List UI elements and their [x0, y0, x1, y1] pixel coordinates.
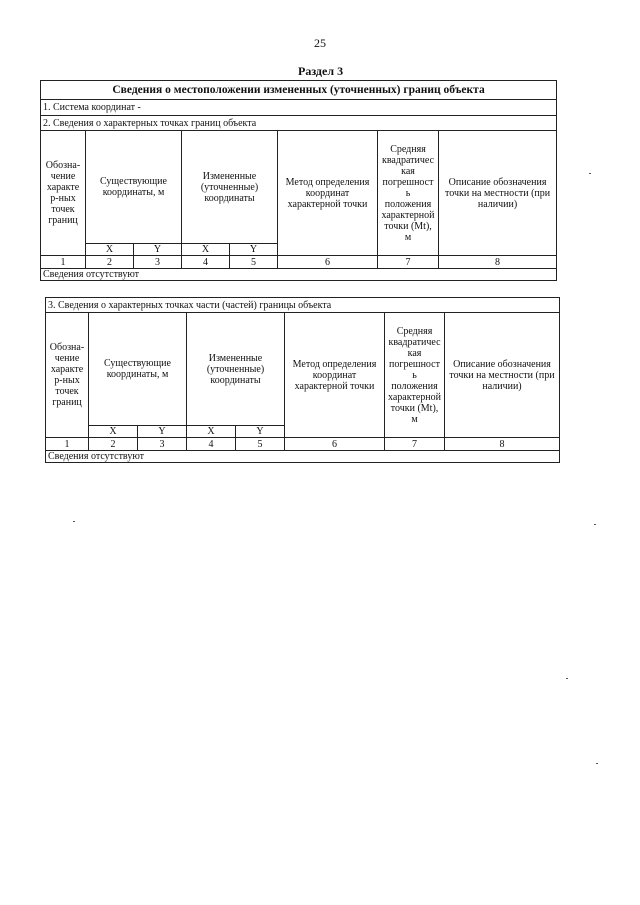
col-number-3: 3	[134, 256, 182, 269]
col-changed-text: Измененные (уточненные) координаты	[200, 170, 259, 204]
scan-speck	[596, 763, 598, 764]
axis-x-existing: X	[86, 244, 134, 256]
col-number-5: 5	[230, 256, 278, 269]
part2-title: 2. Сведения о характерных точках границ объекта	[41, 116, 557, 131]
axis-y-existing: Y	[138, 426, 187, 438]
no-data-row: Сведения отсутствуют	[46, 451, 560, 463]
col-number-1: 1	[41, 256, 86, 269]
col-existing-text: Существующие координаты, м	[100, 176, 167, 198]
coord-system-row: 1. Система координат -	[41, 100, 557, 116]
axis-y-existing: Y	[134, 244, 182, 256]
axis-x-existing: X	[89, 426, 138, 438]
col-changed	[187, 313, 285, 426]
col-accuracy-text: Средняя квадратичес кая погрешност ь положения характерной точки (Mt), м	[381, 143, 435, 243]
col-number-2: 2	[89, 438, 138, 451]
scan-speck	[589, 173, 591, 174]
section-heading: Сведения о местоположении измененных (уточненных) границ объекта	[41, 81, 557, 100]
col-changed	[182, 131, 278, 244]
col-number-7: 7	[378, 256, 439, 269]
part3-title: 3. Сведения о характерных точках части (частей) границы объекта	[46, 298, 560, 313]
col-description-text: Описание обозначения точки на местности (при наличии)	[449, 358, 555, 392]
col-accuracy-text: Средняя квадратичес кая погрешност ь положения характерной точки (Mt), м	[388, 325, 441, 425]
page-number: 25	[314, 36, 326, 50]
col-number-2: 2	[86, 256, 134, 269]
col-number-1: 1	[46, 438, 89, 451]
col-existing-text: Существующие координаты, м	[104, 358, 171, 380]
col-number-6: 6	[285, 438, 385, 451]
col-designation-text: Обозна- чение характе р-ных точек границ	[45, 160, 81, 226]
axis-y-changed: Y	[236, 426, 285, 438]
axis-x-changed: X	[182, 244, 230, 256]
col-method-text: Метод определения координат характерной точки	[285, 176, 370, 210]
col-designation	[46, 313, 89, 438]
axis-x-changed: X	[187, 426, 236, 438]
col-accuracy	[378, 131, 439, 256]
col-existing	[86, 131, 182, 244]
col-designation	[41, 131, 86, 256]
col-description	[445, 313, 560, 438]
col-description-text: Описание обозначения точки на местности (при наличии)	[444, 176, 551, 210]
no-data-row: Сведения отсутствуют	[41, 269, 557, 281]
col-number-4: 4	[182, 256, 230, 269]
col-number-7: 7	[385, 438, 445, 451]
col-number-4: 4	[187, 438, 236, 451]
scan-speck	[594, 524, 596, 525]
col-changed-text: Измененные (уточненные) координаты	[206, 352, 265, 386]
boundary-points-table	[40, 80, 557, 281]
scan-speck	[566, 678, 568, 679]
axis-y-changed: Y	[230, 244, 278, 256]
scan-speck	[73, 521, 75, 522]
section-label: Раздел 3	[298, 64, 344, 78]
col-existing	[89, 313, 187, 426]
col-designation-text: Обозна- чение характе р-ных точек границ	[49, 342, 85, 408]
col-number-5: 5	[236, 438, 285, 451]
col-number-6: 6	[278, 256, 378, 269]
col-number-8: 8	[439, 256, 557, 269]
col-number-3: 3	[138, 438, 187, 451]
part-boundary-points-table	[45, 297, 560, 463]
col-accuracy	[385, 313, 445, 438]
col-method-text: Метод определения координат характерной точки	[292, 358, 377, 392]
col-number-8: 8	[445, 438, 560, 451]
col-description	[439, 131, 557, 256]
col-method	[285, 313, 385, 438]
col-method	[278, 131, 378, 256]
